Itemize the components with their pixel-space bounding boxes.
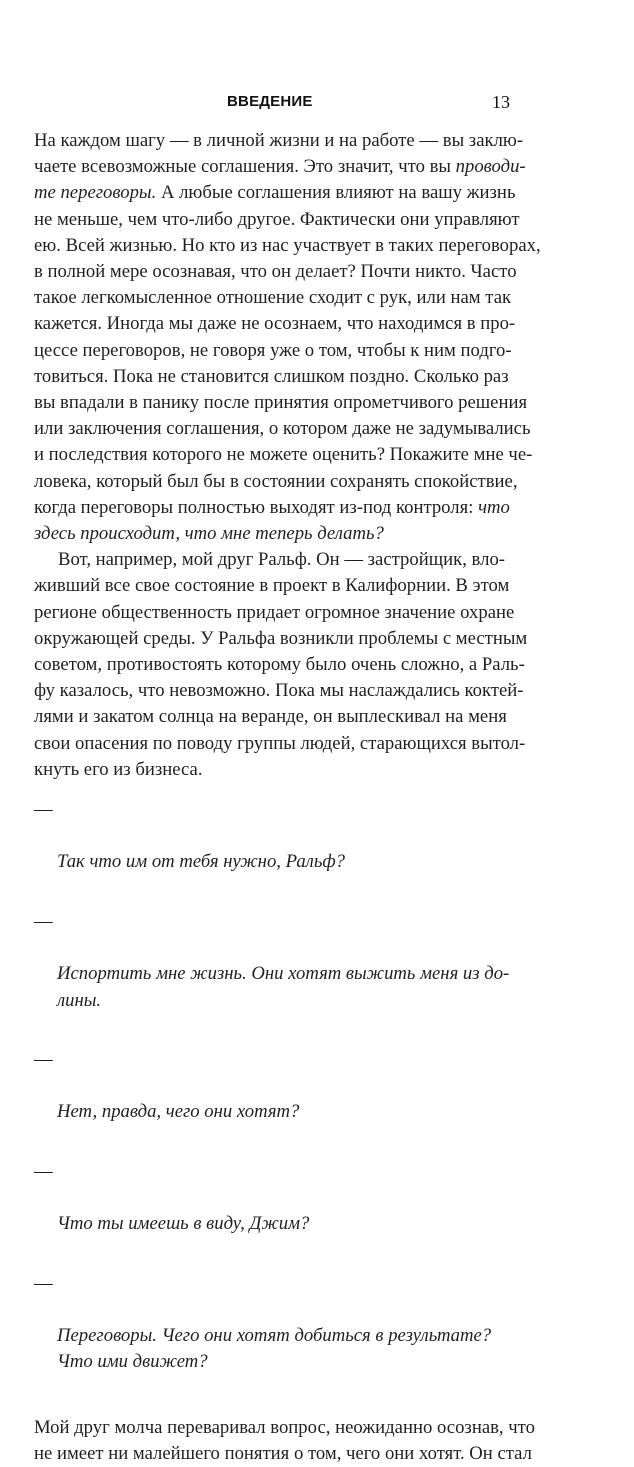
dialogue-text: Переговоры. Чего они хотят добиться в результате? Что ими движет? [57,1324,492,1373]
dialogue-dash: — [34,1272,53,1294]
dialogue-line [34,1271,621,1402]
chapter-title: ВВЕДЕНИЕ [227,93,313,110]
paragraph-1-italic-part-2: что здесь происходит, что мне теперь делать? [34,496,510,545]
closing-paragraph: Мой друг молча переваривал вопрос, неожиданно осознав, что не имеет ни малейшего понятия о том, чего они хотят. Он стал [34,1416,535,1464]
dialogue-text: Нет, правда, чего они хотят? [57,1101,300,1123]
running-head [0,89,634,117]
paragraph-1-text-part-1: На каждом шагу — в личной жизни и на работе — вы заклю- чаете всевозможные соглашения. Это значит, что вы [34,130,524,178]
dialogue-text: Испортить мне жизнь. Они хотят выжить меня из до- лины. [57,963,510,1011]
dialogue-dash: — [34,1160,53,1182]
page-number: 13 [492,92,510,112]
dialogue-line [34,909,621,1040]
paragraph-1-text-part-2: А любые соглашения влияют на вашу жизнь не меньше, чем что-либо другое. Фактически они управляют ею. Всей жизнью. Но кто из нас участвует в таких переговорах, в полной мере осознавая, что он делает? Почти никто. Часто такое легкомысленное отношение сходит с рук, или нам так кажется. Иногда мы даже не осознаем, что находимся в про- цессе переговоров, не говоря уже о том, чтобы к ним подго- товиться. Пока не становится слишком поздно. Сколько раз вы впадали в панику после принятия опрометчивого решения или заключения соглашения, о котором даже не задумывались и последствия которого не можете оценить? Покажите мне че- ловека, который был бы в состоянии сохранять спокойствие, когда переговоры полностью выходят из-под контроля: [34,182,541,518]
dialogue-line [34,797,621,902]
dialogue-text: Что ты имеешь в виду, Джим? [57,1213,310,1235]
dialogue-block [34,797,621,1401]
paragraph-1-italic-part-1: проводи- те переговоры. [34,156,526,204]
dialogue-dash: — [34,910,53,932]
dialogue-dash: — [34,799,53,821]
main-text-block [34,128,621,1467]
dialogue-dash: — [34,1048,53,1070]
dialogue-line [34,1047,621,1152]
paragraph-ralph-example: Вот, например, мой друг Ральф. Он — застройщик, вло- живший все свое состояние в проект в Калифорнии. В этом регионе общественность придает огромное значение охране окружающей среды. У Ральфа возникли проблемы с местным советом, противостоять которому было очень сложно, а Раль- фу казалось, что невозможно. Пока мы наслаждались коктей- лями и закатом солнца на веранде, он выплескивал на меня свои опасения по поводу группы людей, старающихся вытол- кнуть его из бизнеса. [34,549,528,780]
dialogue-line [34,1159,621,1264]
dialogue-text: Так что им от тебя нужно, Ральф? [57,851,345,873]
paragraph-negotiations-everywhere [34,128,621,547]
